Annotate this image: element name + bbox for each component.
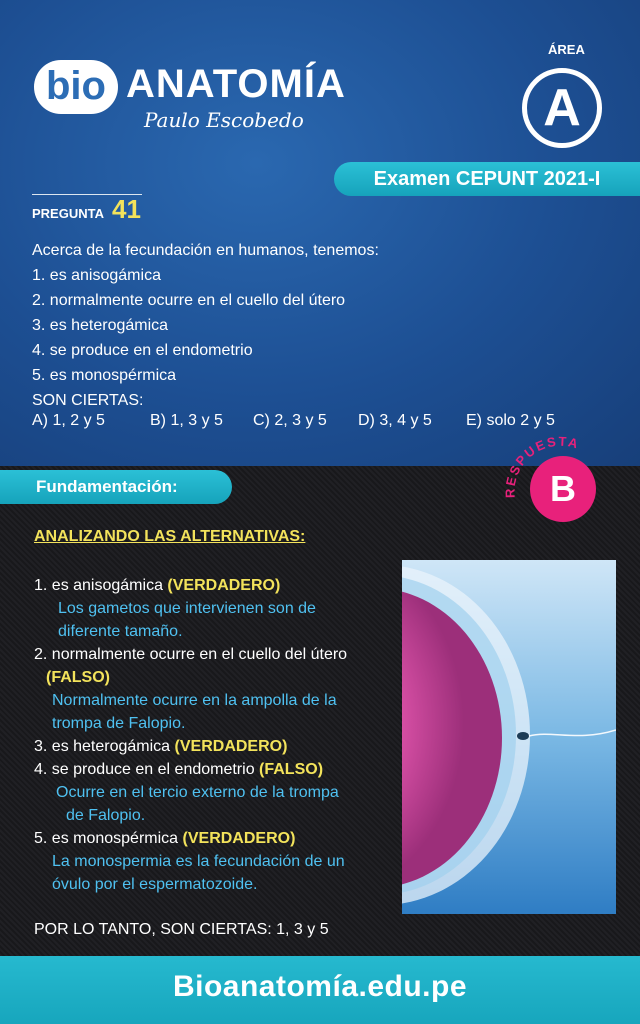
verdict: (VERDADERO) bbox=[167, 577, 281, 594]
footer-website[interactable]: Bioanatomía.edu.pe bbox=[172, 970, 468, 1003]
analysis-item-4 bbox=[34, 758, 323, 781]
question-stem: Acerca de la fecundación en humanos, tenemos: bbox=[32, 242, 379, 259]
area-badge: A bbox=[522, 68, 602, 148]
footer-bar bbox=[0, 956, 640, 1024]
exam-banner bbox=[334, 162, 640, 196]
answer-badge: B bbox=[530, 456, 596, 522]
fundamentacion-banner bbox=[0, 470, 232, 504]
statement-text: 1. es anisogámica bbox=[34, 577, 168, 594]
statement-3: 3. es heterogámica bbox=[32, 317, 169, 334]
option-e: E) solo 2 y 5 bbox=[466, 412, 555, 429]
option-a: A) 1, 2 y 5 bbox=[32, 412, 105, 429]
verdict: (FALSO) bbox=[46, 669, 110, 686]
explanation-line: óvulo por el espermatozoide. bbox=[52, 876, 258, 893]
analysis-item-5 bbox=[34, 827, 295, 850]
question-number: 41 bbox=[112, 194, 141, 224]
explanation-line: Los gametos que intervienen son de bbox=[58, 600, 316, 617]
logo-author: Paulo Escobedo bbox=[144, 108, 304, 132]
explanation-line: de Falopio. bbox=[66, 807, 146, 824]
statement-text: 5. es monospérmica bbox=[34, 830, 183, 847]
analysis-item-3 bbox=[34, 735, 287, 758]
statement-5: 5. es monospérmica bbox=[32, 367, 177, 384]
question-prompt: SON CIERTAS: bbox=[32, 392, 144, 409]
explanation-line: Ocurre en el tercio externo de la trompa bbox=[56, 784, 339, 801]
area-label: ÁREA bbox=[548, 42, 585, 57]
statement-4: 4. se produce en el endometrio bbox=[32, 342, 253, 359]
logo-anatomia-text: ANATOMÍA bbox=[126, 62, 346, 106]
statement-text: 3. es heterogámica bbox=[34, 738, 175, 755]
logo-bio-badge: bio bbox=[34, 60, 118, 114]
explanation-line: trompa de Falopio. bbox=[52, 715, 186, 732]
respuesta-text: RESPUESTA bbox=[503, 433, 582, 499]
question-body bbox=[32, 238, 379, 413]
analysis-item-2: 2. normalmente ocurre en el cuello del útero bbox=[34, 646, 348, 663]
statement-2: 2. normalmente ocurre en el cuello del útero bbox=[32, 292, 346, 309]
option-d: D) 3, 4 y 5 bbox=[358, 412, 432, 429]
statement-text: 4. se produce en el endometrio bbox=[34, 761, 260, 778]
explanation-line: diferente tamaño. bbox=[58, 623, 183, 640]
fundamentacion-title: Fundamentación: bbox=[36, 477, 178, 496]
verdict: (VERDADERO) bbox=[182, 830, 296, 847]
option-c: C) 2, 3 y 5 bbox=[253, 412, 327, 429]
question-label: PREGUNTA bbox=[32, 206, 104, 221]
conclusion: POR LO TANTO, SON CIERTAS: 1, 3 y 5 bbox=[34, 921, 329, 938]
explanation-line: La monospermia es la fecundación de un bbox=[52, 853, 345, 870]
analysis-title: ANALIZANDO LAS ALTERNATIVAS: bbox=[34, 528, 306, 545]
explanation-line: Normalmente ocurre en la ampolla de la bbox=[52, 692, 337, 709]
option-b: B) 1, 3 y 5 bbox=[150, 412, 223, 429]
analysis-item-1 bbox=[34, 574, 280, 597]
fertilization-image bbox=[402, 560, 616, 914]
exam-title: Examen CEPUNT 2021-I bbox=[373, 168, 601, 190]
verdict: (FALSO) bbox=[259, 761, 324, 778]
statement-1: 1. es anisogámica bbox=[32, 267, 161, 284]
verdict: (VERDADERO) bbox=[174, 738, 288, 755]
